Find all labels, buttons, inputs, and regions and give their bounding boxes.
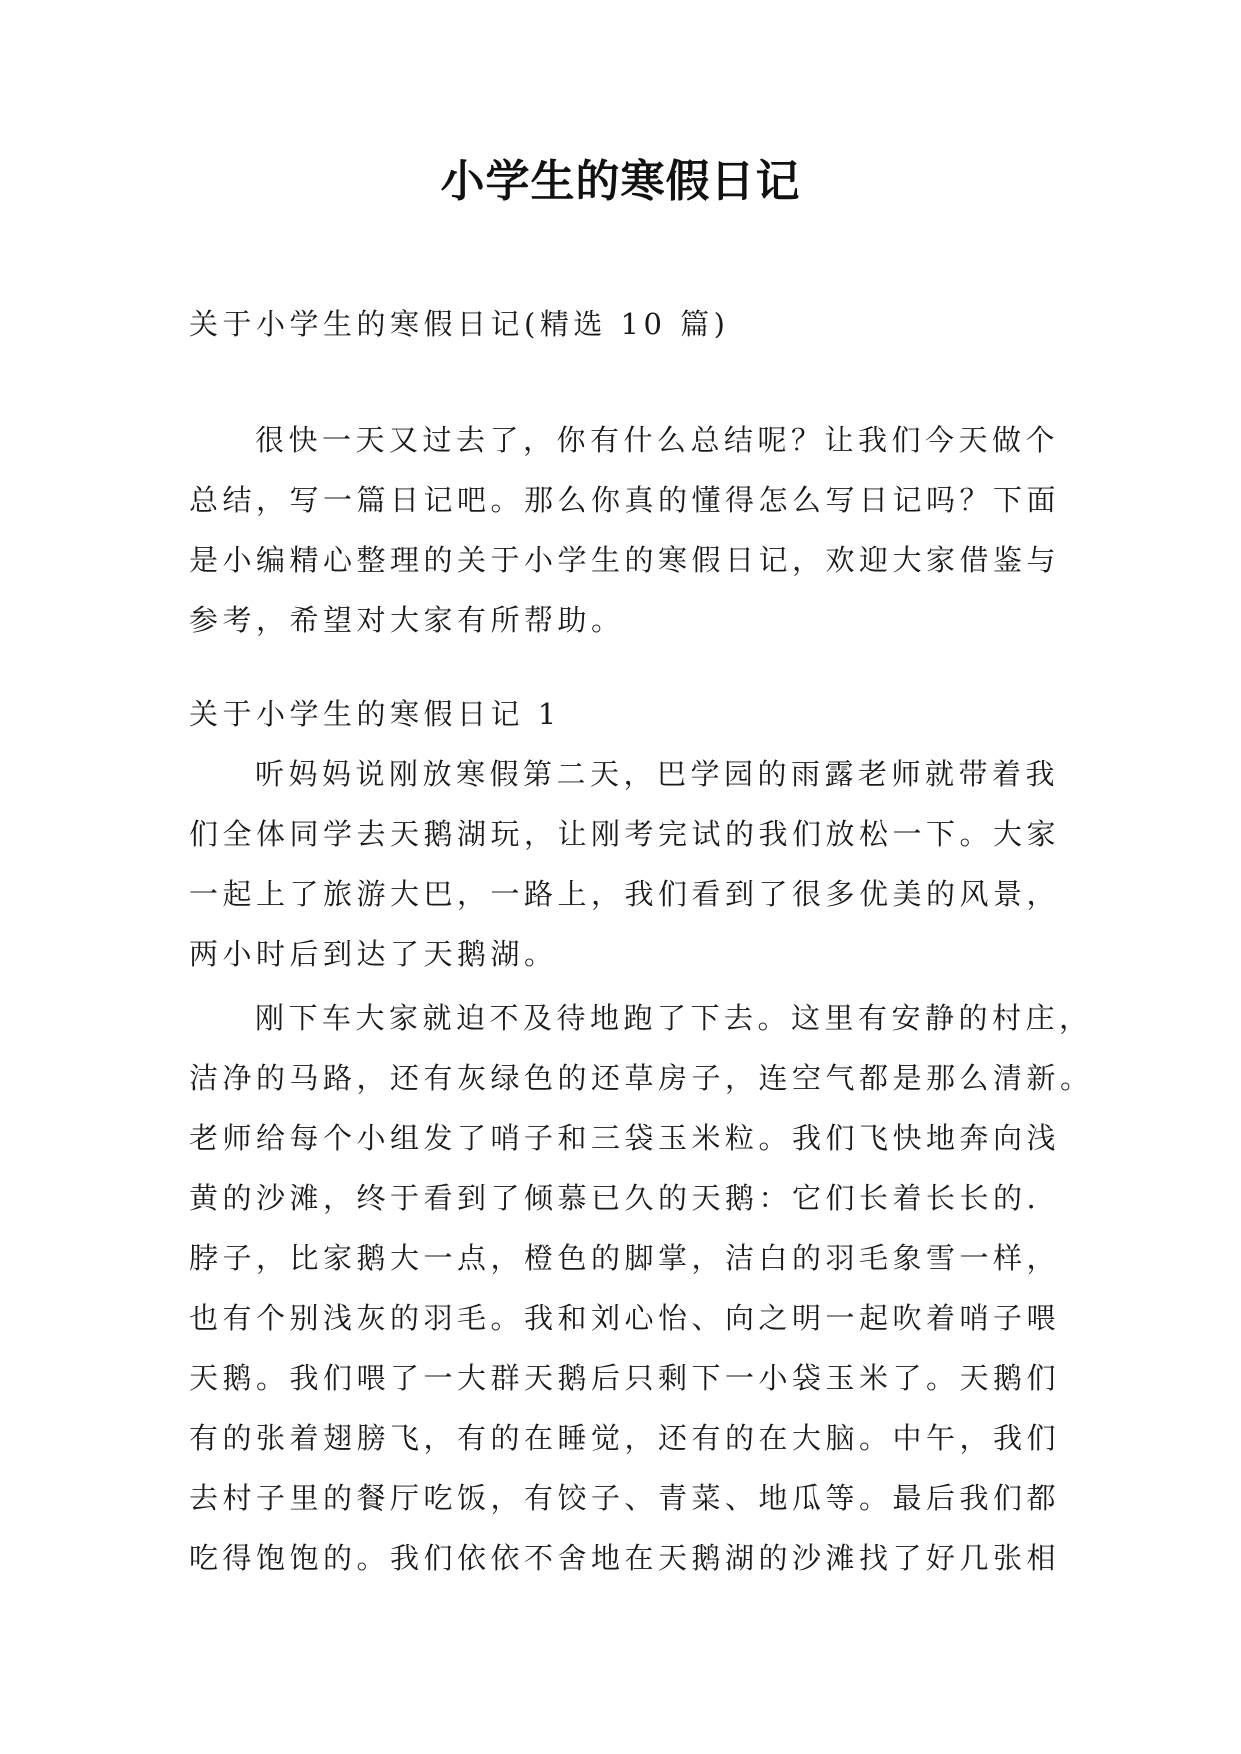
intro-paragraph [189,410,1061,650]
paragraph-line: 两小时后到达了天鹅湖。 [189,937,558,971]
spacer [189,650,1053,684]
spacer [189,354,1053,410]
paragraph-1 [189,744,1061,984]
section-heading: 关于小学生的寒假日记 1 [189,697,561,731]
paragraph-line: 老师给每个小组发了哨子和三袋玉米粒。我们飞快地奔向浅 [189,1121,1061,1155]
paragraph-line: 黄的沙滩，终于看到了倾慕已久的天鹅：它们长着长长的. [189,1181,1041,1215]
intro-line: 是小编精心整理的关于小学生的寒假日记，欢迎大家借鉴与 [189,543,1061,577]
paragraph-line: 去村子里的餐厅吃饭，有饺子、青菜、地瓜等。最后我们都 [189,1481,1061,1515]
paragraph-line: 们全体同学去天鹅湖玩，让刚考完试的我们放松一下。大家 [189,817,1061,851]
intro-line: 参考，希望对大家有所帮助。 [189,603,625,637]
paragraph-2 [189,988,1094,1588]
paragraph-line: 天鹅。我们喂了一大群天鹅后只剩下一小袋玉米了。天鹅们 [189,1361,1061,1395]
document-body [189,294,1094,1588]
paragraph-line: 听妈妈说刚放寒假第二天，巴学园的雨露老师就带着我 [255,757,1060,791]
paragraph-line: 有的张着翅膀飞，有的在睡觉，还有的在大脑。中午，我们 [189,1421,1061,1455]
intro-line: 总结，写一篇日记吧。那么你真的懂得怎么写日记吗？下面 [189,483,1061,517]
paragraph-line: 脖子，比家鹅大一点，橙色的脚掌，洁白的羽毛象雪一样， [189,1241,1061,1275]
paragraph-line: 刚下车大家就迫不及待地跑了下去。这里有安静的村庄， [255,1001,1093,1035]
document-subtitle: 关于小学生的寒假日记(精选 10 篇) [189,307,730,341]
intro-line: 很快一天又过去了，你有什么总结呢？让我们今天做个 [255,423,1060,457]
paragraph-line: 也有个别浅灰的羽毛。我和刘心怡、向之明一起吹着哨子喂 [189,1301,1061,1335]
document-title: 小学生的寒假日记 [440,156,801,207]
paragraph-line: 吃得饱饱的。我们依依不舍地在天鹅湖的沙滩找了好几张相 [189,1541,1061,1575]
paragraph-line: 一起上了旅游大巴，一路上，我们看到了很多优美的风景， [189,877,1061,911]
paragraph-line: 洁净的马路，还有灰绿色的还草房子，连空气都是那么清新。 [189,1061,1094,1095]
